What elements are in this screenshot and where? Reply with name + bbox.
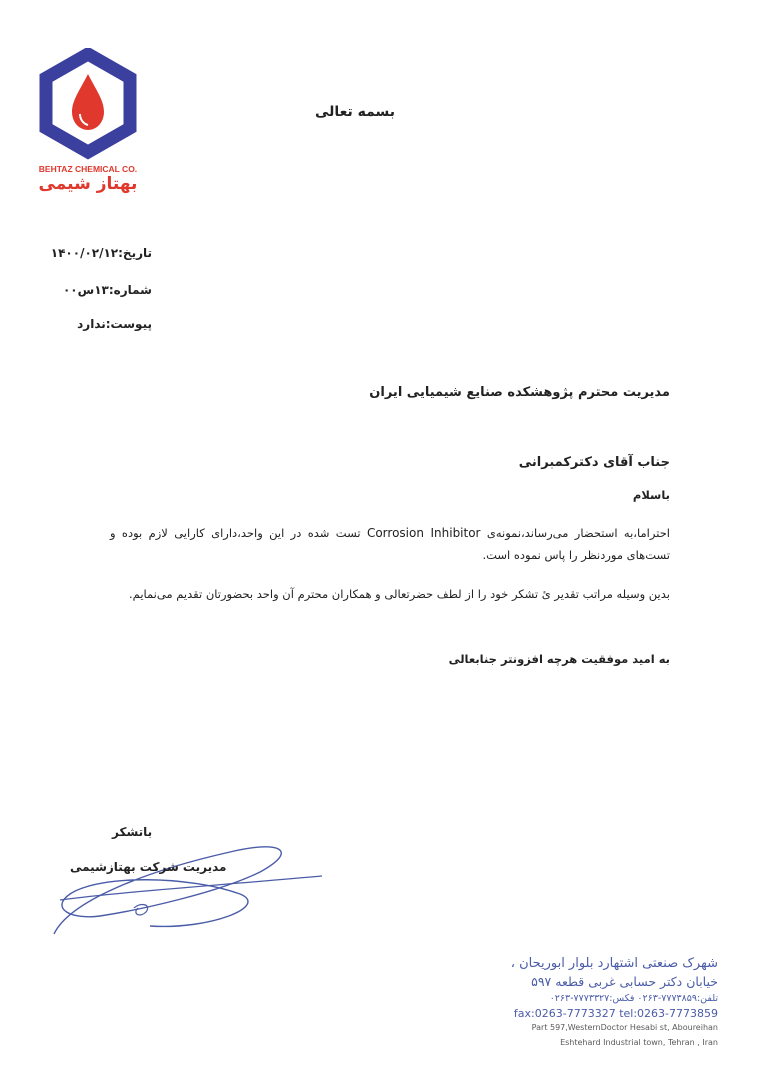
- company-name-en: BEHTAZ CHEMICAL CO.: [38, 164, 138, 174]
- company-logo: [36, 48, 140, 198]
- footer-address-fa-line2: خیابان دکتر حسابی غربی قطعه ۵۹۷: [531, 974, 718, 989]
- footer-address-en-line1: Part 597,WesternDoctor Hesabi st, Aboureihan: [531, 1023, 718, 1032]
- body-paragraph-1: [110, 522, 670, 566]
- product-term: Corrosion Inhibitor: [366, 526, 481, 540]
- salutation: باسلام: [632, 488, 670, 502]
- footer-address: [468, 955, 718, 1051]
- footer-phone-fa: تلفن:۷۷۷۳۸۵۹-۰۲۶۳ فکس:۷۷۷۳۳۲۷-۰۲۶۳: [549, 993, 718, 1004]
- page-title: بسمه تعالی: [314, 104, 396, 120]
- footer-address-en-line2: Eshtehard Industrial town, Tehran , Iran: [560, 1038, 718, 1047]
- recipient-person: جناب آقای دکترکمبرانی: [518, 455, 670, 470]
- footer-phone-en: fax:0263-7773327 tel:0263-7773859: [513, 1007, 718, 1020]
- letter-date: تاریخ:۱۴۰۰/۰۲/۱۲: [50, 246, 152, 260]
- body-paragraph-2: بدین وسیله مراتب تقدیر ئ تشکر خود را از لطف حضرتعالی و همکاران محترم آن واحد بحضورتان تقدیم می‌نمایم.: [129, 587, 670, 601]
- closing-line: به امید موفقیت هرچه افزونتر جنابعالی: [448, 652, 670, 666]
- body-p1-start: احتراما،به استحضار می‌رساند،نمونه‌ی: [480, 526, 670, 540]
- recipient-organization: مدیریت محترم پژوهشکده صنایع شیمیایی ایران: [369, 385, 670, 400]
- signature-thanks: باتشکر: [112, 825, 153, 839]
- company-name-fa: بهتاز شیمی: [38, 174, 138, 194]
- footer-address-fa-line1: شهرک صنعتی اشتهارد بلوار ابوریحان ،: [510, 956, 718, 971]
- letter-attachment: پیوست:ندارد: [77, 317, 152, 331]
- signature-title: مدیریت شرکت بهتازشیمی: [70, 860, 227, 874]
- body-p1-end: تست شده در این واحد،دارای کارایی لازم بوده و تست‌های موردنظر را پاس نموده است.: [110, 526, 670, 562]
- handwritten-signature: [40, 830, 330, 950]
- letter-number: شماره:۱۳س۰۰: [62, 283, 152, 297]
